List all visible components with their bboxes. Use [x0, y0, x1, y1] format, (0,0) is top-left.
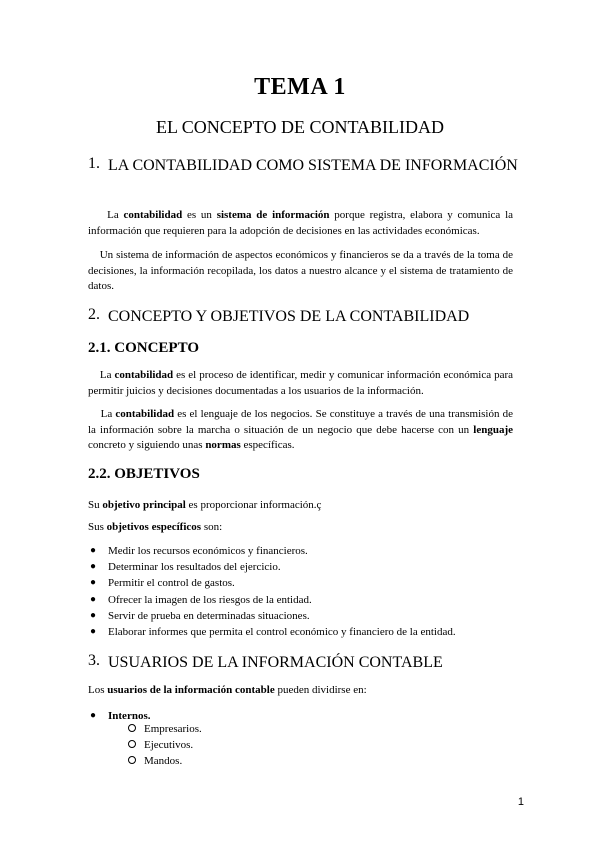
sub-list-item — [128, 739, 193, 751]
text: pueden dividirse en: — [274, 684, 367, 696]
list-item — [88, 624, 518, 640]
list-item-text: Ofrecer la imagen de los riesgos de la entidad. — [108, 593, 312, 606]
text: La — [107, 209, 124, 221]
section-1-title: LA CONTABILIDAD COMO SISTEMA DE INFORMACIÓN — [108, 157, 518, 174]
text: La — [100, 408, 116, 420]
bullet-icon: ● — [90, 626, 97, 638]
text: específicas. — [240, 439, 295, 452]
list-item-text: Servir de prueba en determinadas situaciones. — [108, 609, 310, 622]
section-3-paragraph-1 — [88, 683, 367, 698]
doc-title: TEMA 1 — [254, 74, 346, 100]
subsection-2-1-paragraph-2 — [88, 407, 513, 454]
subsection-2-1-heading: 2.1. CONCEPTO — [88, 340, 199, 356]
list-item-text: Elaborar informes que permita el control económico y financiero de la entidad. — [108, 626, 456, 639]
list-item — [88, 592, 518, 608]
subsection-2-2-heading: 2.2. OBJETIVOS — [88, 466, 200, 482]
text: Un sistema de información de aspectos económicos y financieros se da a través de la toma de decisiones, la información recopilada, los datos a nuestro alcance y el sistema de tratamiento de datos. — [88, 249, 514, 293]
bold-term: lenguaje — [473, 423, 513, 436]
bold-term: usuarios de la información contable — [107, 684, 275, 696]
list-item — [88, 708, 518, 724]
bold-term: objetivo principal — [102, 499, 186, 511]
bullet-icon: ● — [90, 593, 97, 605]
list-item — [88, 559, 518, 575]
section-2-number: 2. — [88, 306, 100, 323]
bold-term: contabilidad — [115, 408, 175, 420]
text: La — [99, 369, 115, 381]
sub-list-item-text: Ejecutivos. — [144, 739, 194, 751]
section-1-heading — [88, 155, 528, 177]
objectives-list — [88, 543, 518, 640]
bullet-icon: ● — [90, 577, 97, 589]
text: es el proceso de identificar, medir y comunicar información económica para permitir juicios y decisiones documentadas a los usuarios de la información. — [88, 369, 514, 397]
text: Su — [88, 499, 103, 511]
list-item — [88, 608, 518, 624]
page-number: 1 — [517, 796, 524, 808]
section-2-heading — [88, 306, 528, 328]
users-list — [88, 708, 518, 724]
sub-list-item — [128, 723, 202, 735]
specific-objectives-line — [88, 520, 222, 535]
list-item-text: Medir los recursos económicos y financieros. — [108, 545, 308, 557]
list-item-text: Internos. — [108, 710, 151, 722]
main-objective-line — [88, 498, 321, 513]
list-item-text: Permitir el control de gastos. — [108, 577, 235, 590]
section-1-paragraph-2 — [88, 248, 513, 295]
circle-bullet-icon — [128, 724, 136, 732]
text: es un — [182, 209, 217, 221]
doc-subtitle: EL CONCEPTO DE CONTABILIDAD — [155, 117, 445, 137]
subsection-2-1-paragraph-1 — [88, 368, 513, 399]
bullet-icon: ● — [90, 710, 97, 721]
bullet-icon: ● — [90, 561, 97, 573]
circle-bullet-icon — [128, 740, 136, 748]
text: porque registra, elabora y comunica la información que requieren para la adopción de decisiones en las actividades económicas. — [88, 209, 514, 237]
list-item — [88, 575, 518, 591]
circle-bullet-icon — [128, 756, 136, 764]
bold-term: normas — [205, 439, 241, 452]
sub-list-item-text: Empresarios. — [144, 723, 202, 735]
text: Sus — [88, 521, 107, 533]
text: es el lenguaje de los negocios. Se constituye a través de una transmisión de la información sobre la marcha o situación de un negocio que debe hacerse con un — [88, 408, 514, 436]
bold-term: contabilidad — [123, 209, 183, 221]
text: Los — [88, 684, 108, 696]
text: concreto y siguiendo unas — [88, 439, 206, 452]
text: es proporcionar información.ç — [185, 499, 322, 511]
bold-term: objetivos específicos — [106, 521, 202, 533]
section-1-number: 1. — [88, 155, 100, 172]
list-item — [88, 543, 518, 559]
section-3-number: 3. — [88, 652, 100, 669]
section-2-title: CONCEPTO Y OBJETIVOS DE LA CONTABILIDAD — [108, 308, 470, 325]
section-3-title: USUARIOS DE LA INFORMACIÓN CONTABLE — [108, 654, 443, 671]
sub-list-item — [128, 755, 182, 767]
section-1-paragraph-1 — [88, 208, 513, 239]
sub-list-item-text: Mandos. — [144, 755, 183, 767]
bullet-icon: ● — [90, 545, 97, 556]
bold-term: contabilidad — [114, 369, 174, 381]
list-item-text: Determinar los resultados del ejercicio. — [108, 561, 281, 574]
text: son: — [201, 521, 223, 533]
bullet-icon: ● — [90, 609, 97, 621]
section-3-heading — [88, 652, 528, 674]
bold-term: sistema de información — [216, 209, 330, 221]
